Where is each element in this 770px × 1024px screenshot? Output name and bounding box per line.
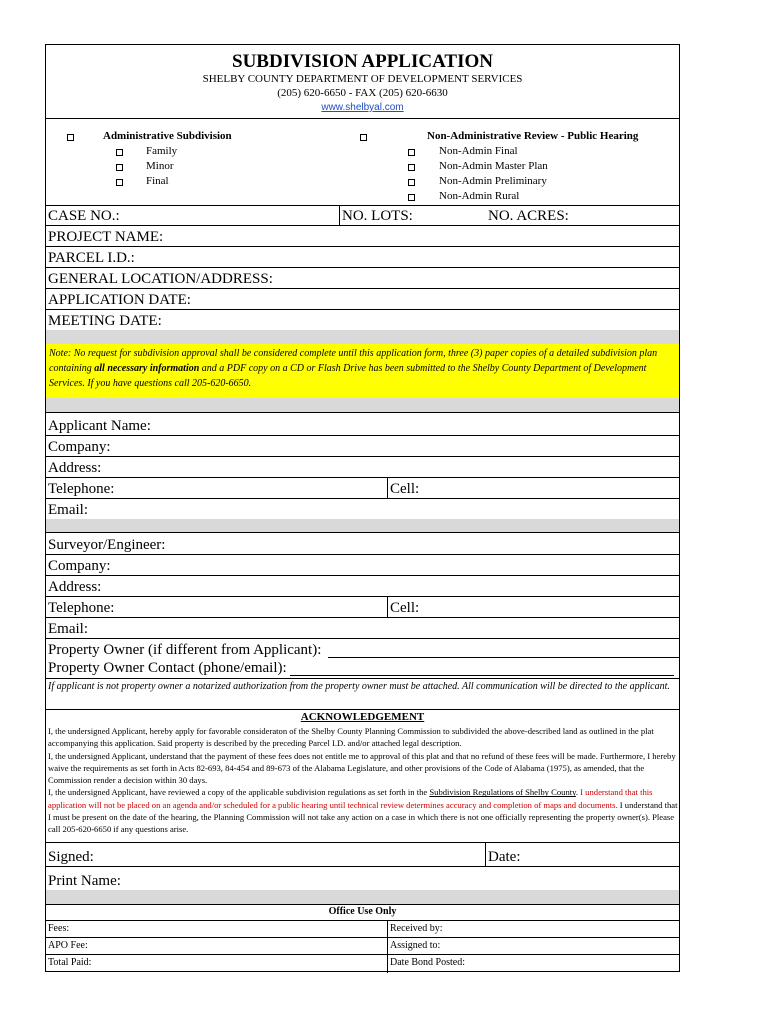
divider	[46, 532, 679, 533]
office-use-title: Office Use Only	[328, 906, 397, 917]
divider	[46, 205, 679, 206]
applicant-telephone-field[interactable]: Telephone:	[48, 481, 115, 497]
website-link[interactable]: www.shelbyal.com	[321, 102, 404, 113]
divider	[46, 118, 679, 119]
divider	[46, 842, 679, 843]
nonadmin-final-label: Non-Admin Final	[439, 145, 518, 157]
applicant-address-field[interactable]: Address:	[48, 460, 102, 476]
divider	[46, 678, 679, 679]
surveyor-cell-field[interactable]: Cell:	[390, 600, 420, 616]
admin-subdivision-checkbox[interactable]	[67, 134, 74, 141]
application-date-field[interactable]: APPLICATION DATE:	[48, 292, 191, 308]
divider	[46, 920, 679, 921]
ack-paragraph-2: I, the undersigned Applicant, understand that the payment of these fees does not entitle me to approval of this plat and that no refund of these fees will be made. Furthermore, I hereby waive the requirements as set forth in Acts 82-693, 84-454 and 89-673 of the Alabama Legislature, and other provisions of the Code of Alabama (1975), as amended, that the Commission render a decision within 30 days.	[48, 750, 676, 786]
divider	[387, 920, 388, 973]
gray-band	[46, 398, 679, 412]
date-field[interactable]: Date:	[488, 849, 521, 865]
acknowledgement-text	[48, 725, 678, 836]
admin-subdivision-label: Administrative Subdivision	[103, 130, 232, 142]
divider	[46, 709, 679, 710]
signed-field[interactable]: Signed:	[48, 849, 94, 865]
applicant-cell-field[interactable]: Cell:	[390, 481, 420, 497]
surveyor-company-field[interactable]: Company:	[48, 558, 111, 574]
divider	[46, 904, 679, 905]
divider	[46, 456, 679, 457]
surveyor-telephone-field[interactable]: Telephone:	[48, 600, 115, 616]
parcel-id-field[interactable]: PARCEL I.D.:	[48, 250, 135, 266]
divider	[46, 498, 679, 499]
apo-fee-field[interactable]: APO Fee:	[48, 940, 88, 951]
assigned-to-field[interactable]: Assigned to:	[390, 940, 441, 951]
property-owner-line	[328, 657, 679, 658]
divider	[46, 638, 679, 639]
divider	[46, 267, 679, 268]
final-checkbox[interactable]	[116, 179, 123, 186]
ack-paragraph-1: I, the undersigned Applicant, hereby apply for favorable consideraton of the Shelby County Planning Commission to subdivided the above-described land as outlined in the plat accompanying this application. Said property is described by the preceding Parcel I.D. and/or attached legal description.	[48, 726, 654, 749]
total-paid-field[interactable]: Total Paid:	[48, 957, 92, 968]
applicant-company-field[interactable]: Company:	[48, 439, 111, 455]
divider	[46, 477, 679, 478]
no-lots-field[interactable]: NO. LOTS:	[342, 208, 413, 224]
meeting-date-field[interactable]: MEETING DATE:	[48, 313, 162, 329]
fees-field[interactable]: Fees:	[48, 923, 70, 934]
note-emphasis: all necessary information	[94, 363, 200, 374]
nonadmin-final-checkbox[interactable]	[408, 149, 415, 156]
divider	[46, 554, 679, 555]
divider	[46, 412, 679, 413]
minor-checkbox[interactable]	[116, 164, 123, 171]
applicant-name-field[interactable]: Applicant Name:	[48, 418, 151, 434]
print-name-field[interactable]: Print Name:	[48, 873, 121, 889]
nonadmin-preliminary-checkbox[interactable]	[408, 179, 415, 186]
project-name-field[interactable]: PROJECT NAME:	[48, 229, 164, 245]
case-no-field[interactable]: CASE NO.:	[48, 208, 120, 224]
nonadmin-preliminary-label: Non-Admin Preliminary	[439, 175, 547, 187]
ack-warning: I understand that this application will not be placed on an agenda and/or scheduled for a public hearing until technical review determines accuracy and completion of maps and documents.	[48, 787, 653, 810]
received-by-field[interactable]: Received by:	[390, 923, 443, 934]
divider	[46, 246, 679, 247]
no-acres-field[interactable]: NO. ACRES:	[488, 208, 569, 224]
divider	[46, 575, 679, 576]
ack-paragraph-3: I, the undersigned Applicant, have reviewed a copy of the applicable subdivision regulations as set forth in the Subdivision Regulations of Shelby County. I understand that this application will not be placed on an agenda and/or scheduled for a public hearing until technical review determines accuracy and completion of maps and documents. I understand that I must be present on the date of the hearing, the Planning Commission will not take any action on a case in which there is not one officially representing the property owner(s). Please call 205-620-6650 if any questions arise.	[48, 787, 678, 835]
location-field[interactable]: GENERAL LOCATION/ADDRESS:	[48, 271, 273, 287]
form-title: SUBDIVISION APPLICATION	[232, 51, 493, 72]
divider	[339, 205, 340, 225]
regulations-reference: Subdivision Regulations of Shelby County	[429, 787, 576, 798]
nonadmin-review-label: Non-Administrative Review - Public Hearing	[427, 130, 639, 142]
surveyor-field[interactable]: Surveyor/Engineer:	[48, 537, 166, 553]
gray-band	[46, 330, 679, 344]
gray-band	[46, 890, 679, 904]
divider	[46, 866, 679, 867]
divider	[46, 288, 679, 289]
divider	[46, 309, 679, 310]
family-label: Family	[146, 145, 178, 157]
department-name: SHELBY COUNTY DEPARTMENT OF DEVELOPMENT SERVICES	[202, 73, 523, 85]
divider	[46, 225, 679, 226]
submission-note: Note: No request for subdivision approval shall be considered complete until this application form, three (3) paper copies of a detailed subdivision plan containing all necessary information and a PDF copy on a CD or Flash Drive has been submitted to the Shelby County Department of Development Services. If you have questions call 205-620-6650.	[46, 344, 679, 398]
divider	[46, 617, 679, 618]
owner-contact-line	[290, 675, 674, 676]
family-checkbox[interactable]	[116, 149, 123, 156]
final-label: Final	[146, 175, 169, 187]
surveyor-address-field[interactable]: Address:	[48, 579, 102, 595]
nonadmin-master-plan-checkbox[interactable]	[408, 164, 415, 171]
divider	[46, 954, 679, 955]
owner-authorization-note: If applicant is not property owner a notarized authorization from the property owner must be attached. All communication will be directed to the applicant.	[48, 681, 670, 692]
surveyor-email-field[interactable]: Email:	[48, 621, 88, 637]
minor-label: Minor	[146, 160, 174, 172]
divider	[46, 435, 679, 436]
gray-band	[46, 519, 679, 532]
divider	[46, 937, 679, 938]
application-form	[45, 44, 680, 972]
property-owner-contact-field[interactable]: Property Owner Contact (phone/email):	[48, 660, 287, 676]
nonadmin-rural-label: Non-Admin Rural	[439, 190, 520, 202]
divider	[387, 477, 388, 498]
acknowledgement-title: ACKNOWLEDGEMENT	[300, 711, 425, 723]
divider	[46, 596, 679, 597]
divider	[485, 842, 486, 866]
date-bond-posted-field[interactable]: Date Bond Posted:	[390, 957, 465, 968]
nonadmin-rural-checkbox[interactable]	[408, 194, 415, 201]
nonadmin-review-checkbox[interactable]	[360, 134, 367, 141]
phone-fax: (205) 620-6650 - FAX (205) 620-6630	[277, 87, 448, 99]
nonadmin-master-plan-label: Non-Admin Master Plan	[439, 160, 548, 172]
applicant-email-field[interactable]: Email:	[48, 502, 88, 518]
property-owner-field[interactable]: Property Owner (if different from Applicant):	[48, 642, 322, 658]
divider	[387, 596, 388, 617]
